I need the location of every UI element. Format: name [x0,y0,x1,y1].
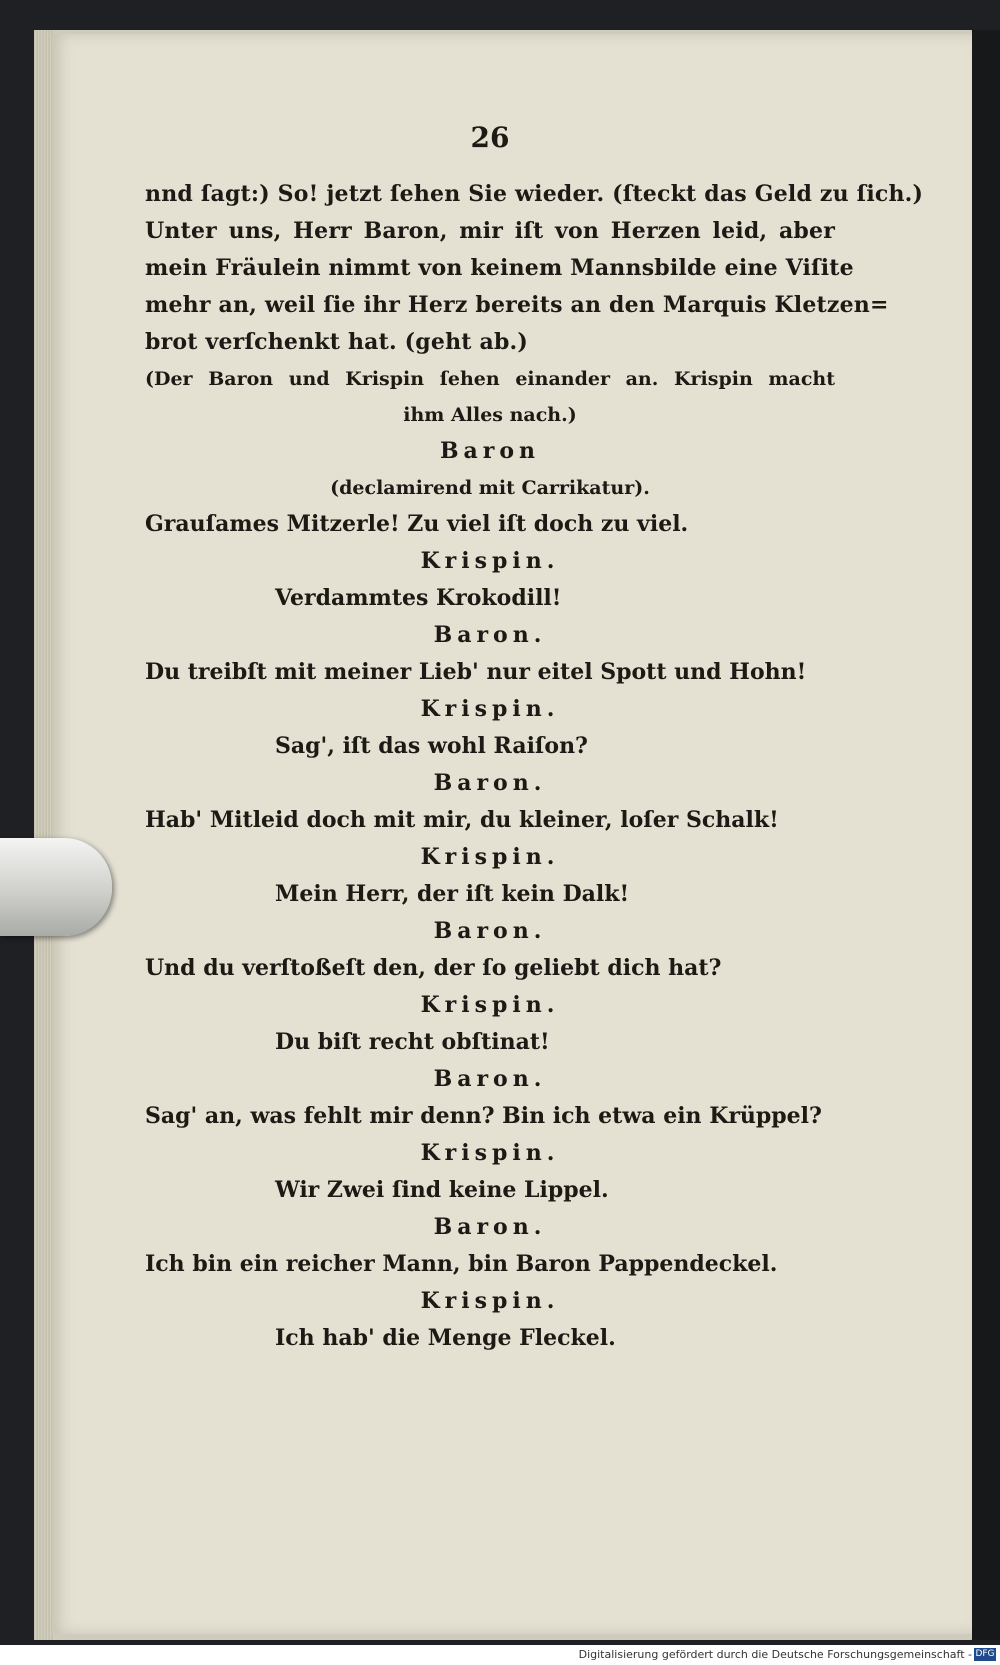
verse-line: Ich bin ein reicher Mann, bin Baron Pappendeckel. [145,1251,778,1277]
stage-direction: ihm Alles nach.) [403,404,577,426]
prose-line: mein Fräulein nimmt von keinem Mannsbilde eine Viſite [145,255,854,281]
verse-line: Verdammtes Krokodill! [275,585,562,611]
verse-line: Du treibſt mit meiner Lieb' nur eitel Spott und Hohn! [145,659,807,685]
speaker-name: Krispin. [420,992,560,1018]
speaker-name: Baron. [433,770,547,796]
verse-line: Mein Herr, der iſt kein Dalk! [275,881,630,907]
speaker-name: Krispin. [420,696,560,722]
prose-line: mehr an, weil ſie ihr Herz bereits an den Marquis Kletzen= [145,292,889,318]
page-number: 26 [470,121,510,154]
page-clip [0,838,112,936]
prose-line: nnd ſagt:) So! jetzt ſehen Sie wieder. (ſteckt das Geld zu ſich.) [145,181,924,207]
right-margin-strip [972,30,1000,1640]
speaker-name: Baron. [433,1066,547,1092]
speaker-name: Krispin. [420,844,560,870]
speaker-name: Baron. [433,918,547,944]
dfg-logo: DFG [975,1649,995,1659]
speaker-name: Baron. [433,622,547,648]
verse-line: Grauſames Mitzerle! Zu viel iſt doch zu viel. [145,511,689,537]
page-edges [34,30,54,1640]
verse-line: Wir Zwei ſind keine Lippel. [275,1177,609,1203]
verse-line: Du biſt recht obſtinat! [275,1029,550,1055]
verse-line: Und du verſtoßeſt den, der ſo geliebt dich hat? [145,955,722,981]
prose-line: Unter uns, Herr Baron, mir iſt von Herzen leid, aber [145,218,835,244]
speaker-name: Baron. [433,1214,547,1240]
prose-line: brot verſchenkt hat. (geht ab.) [145,329,528,355]
verse-line: Sag', iſt das wohl Raiſon? [275,733,588,759]
verse-line: Hab' Mitleid doch mit mir, du kleiner, loſer Schalk! [145,807,779,833]
footer-bar [0,1645,1000,1665]
page-content [145,120,924,1357]
verse-line: Sag' an, was fehlt mir denn? Bin ich etwa ein Krüppel? [145,1103,822,1129]
verse-line: Ich hab' die Menge Fleckel. [275,1325,616,1351]
speaker-direction: (declamirend mit Carrikatur). [330,477,650,499]
speaker-name: Krispin. [420,1140,560,1166]
speaker-name: Krispin. [420,1288,560,1314]
footer-credit: Digitalisierung gefördert durch die Deutsche Forschungsgemeinschaft - [578,1648,972,1661]
speaker-name: Krispin. [420,548,560,574]
speaker-name: Baron [439,438,541,464]
stage-direction: (Der Baron und Krispin ſehen einander an. Krispin macht [145,368,835,390]
